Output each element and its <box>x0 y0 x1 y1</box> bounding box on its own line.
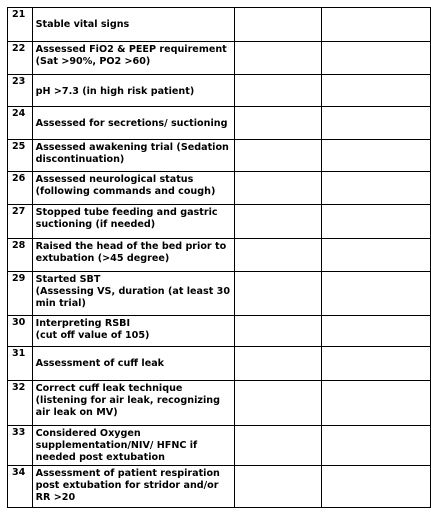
item-number: 25 <box>8 140 33 172</box>
check-cell[interactable] <box>235 347 322 381</box>
description-line: Raised the head of the bed prior to <box>35 241 227 252</box>
table-row <box>8 205 431 239</box>
description-line: Assessment of cuff leak <box>35 358 165 369</box>
comment-cell[interactable] <box>322 8 431 42</box>
description-line: RR >20 <box>35 492 76 503</box>
item-number: 23 <box>8 75 33 107</box>
item-number: 29 <box>8 272 33 316</box>
description-line: Assessed FiO2 & PEEP requirement <box>35 44 227 55</box>
description-line: suctioning (if needed) <box>35 219 156 230</box>
description-line: Stopped tube feeding and gastric <box>35 207 218 218</box>
table-row <box>8 107 431 140</box>
table-row <box>8 140 431 172</box>
item-description <box>32 347 234 381</box>
item-description <box>32 140 234 172</box>
item-number: 24 <box>8 107 33 140</box>
table-row <box>8 316 431 347</box>
item-number: 32 <box>8 381 33 426</box>
item-description <box>32 75 234 107</box>
description-line: pH >7.3 (in high risk patient) <box>35 86 195 97</box>
check-cell[interactable] <box>235 426 322 466</box>
item-description <box>32 466 234 508</box>
description-line: Considered Oxygen <box>35 428 141 439</box>
item-description <box>32 8 234 42</box>
item-number: 27 <box>8 205 33 239</box>
check-cell[interactable] <box>235 381 322 426</box>
comment-cell[interactable] <box>322 347 431 381</box>
item-number: 22 <box>8 42 33 75</box>
check-cell[interactable] <box>235 42 322 75</box>
comment-cell[interactable] <box>322 381 431 426</box>
description-line: Interpreting RSBI <box>35 318 131 329</box>
comment-cell[interactable] <box>322 272 431 316</box>
check-cell[interactable] <box>235 466 322 508</box>
description-line: Correct cuff leak technique <box>35 383 183 394</box>
description-line: (listening for air leak, recognizing <box>35 395 220 406</box>
check-cell[interactable] <box>235 316 322 347</box>
item-description <box>32 42 234 75</box>
item-number: 34 <box>8 466 33 508</box>
item-description <box>32 239 234 272</box>
description-line: Assessed for secretions/ suctioning <box>35 118 228 129</box>
item-description <box>32 272 234 316</box>
check-cell[interactable] <box>235 140 322 172</box>
item-number: 30 <box>8 316 33 347</box>
table-row <box>8 75 431 107</box>
description-line: (cut off value of 105) <box>35 330 150 341</box>
table-row <box>8 426 431 466</box>
description-line: (Sat >90%, PO2 >60) <box>35 56 151 67</box>
comment-cell[interactable] <box>322 172 431 205</box>
comment-cell[interactable] <box>322 140 431 172</box>
table-row <box>8 239 431 272</box>
description-line: extubation (>45 degree) <box>35 253 170 264</box>
comment-cell[interactable] <box>322 426 431 466</box>
comment-cell[interactable] <box>322 239 431 272</box>
description-line: Started SBT <box>35 274 101 285</box>
description-line: air leak on MV) <box>35 407 118 418</box>
table-row <box>8 8 431 42</box>
table-row <box>8 42 431 75</box>
item-number: 33 <box>8 426 33 466</box>
table-row <box>8 272 431 316</box>
checklist-body <box>8 8 431 508</box>
description-line: needed post extubation <box>35 452 165 463</box>
check-cell[interactable] <box>235 172 322 205</box>
item-number: 26 <box>8 172 33 205</box>
table-row <box>8 466 431 508</box>
item-number: 28 <box>8 239 33 272</box>
check-cell[interactable] <box>235 75 322 107</box>
item-description <box>32 172 234 205</box>
check-cell[interactable] <box>235 107 322 140</box>
table-row <box>8 172 431 205</box>
description-line: (following commands and cough) <box>35 186 216 197</box>
description-line: min trial) <box>35 298 86 309</box>
description-line: Assessed awakening trial (Sedation <box>35 142 229 153</box>
comment-cell[interactable] <box>322 205 431 239</box>
description-line: Assessment of patient respiration <box>35 468 220 479</box>
item-description <box>32 426 234 466</box>
check-cell[interactable] <box>235 205 322 239</box>
comment-cell[interactable] <box>322 107 431 140</box>
item-description <box>32 205 234 239</box>
check-cell[interactable] <box>235 272 322 316</box>
comment-cell[interactable] <box>322 75 431 107</box>
table-row <box>8 347 431 381</box>
comment-cell[interactable] <box>322 466 431 508</box>
table-row <box>8 381 431 426</box>
description-line: post extubation for stridor and/or <box>35 480 219 491</box>
check-cell[interactable] <box>235 8 322 42</box>
description-line: Stable vital signs <box>35 19 130 30</box>
item-number: 31 <box>8 347 33 381</box>
checklist-table <box>7 7 431 508</box>
description-line: discontinuation) <box>35 154 125 165</box>
comment-cell[interactable] <box>322 42 431 75</box>
item-description <box>32 381 234 426</box>
description-line: (Assessing VS, duration (at least 30 <box>35 286 231 297</box>
item-description <box>32 316 234 347</box>
item-number: 21 <box>8 8 33 42</box>
check-cell[interactable] <box>235 239 322 272</box>
description-line: supplementation/NIV/ HFNC if <box>35 440 198 451</box>
item-description <box>32 107 234 140</box>
description-line: Assessed neurological status <box>35 174 194 185</box>
comment-cell[interactable] <box>322 316 431 347</box>
